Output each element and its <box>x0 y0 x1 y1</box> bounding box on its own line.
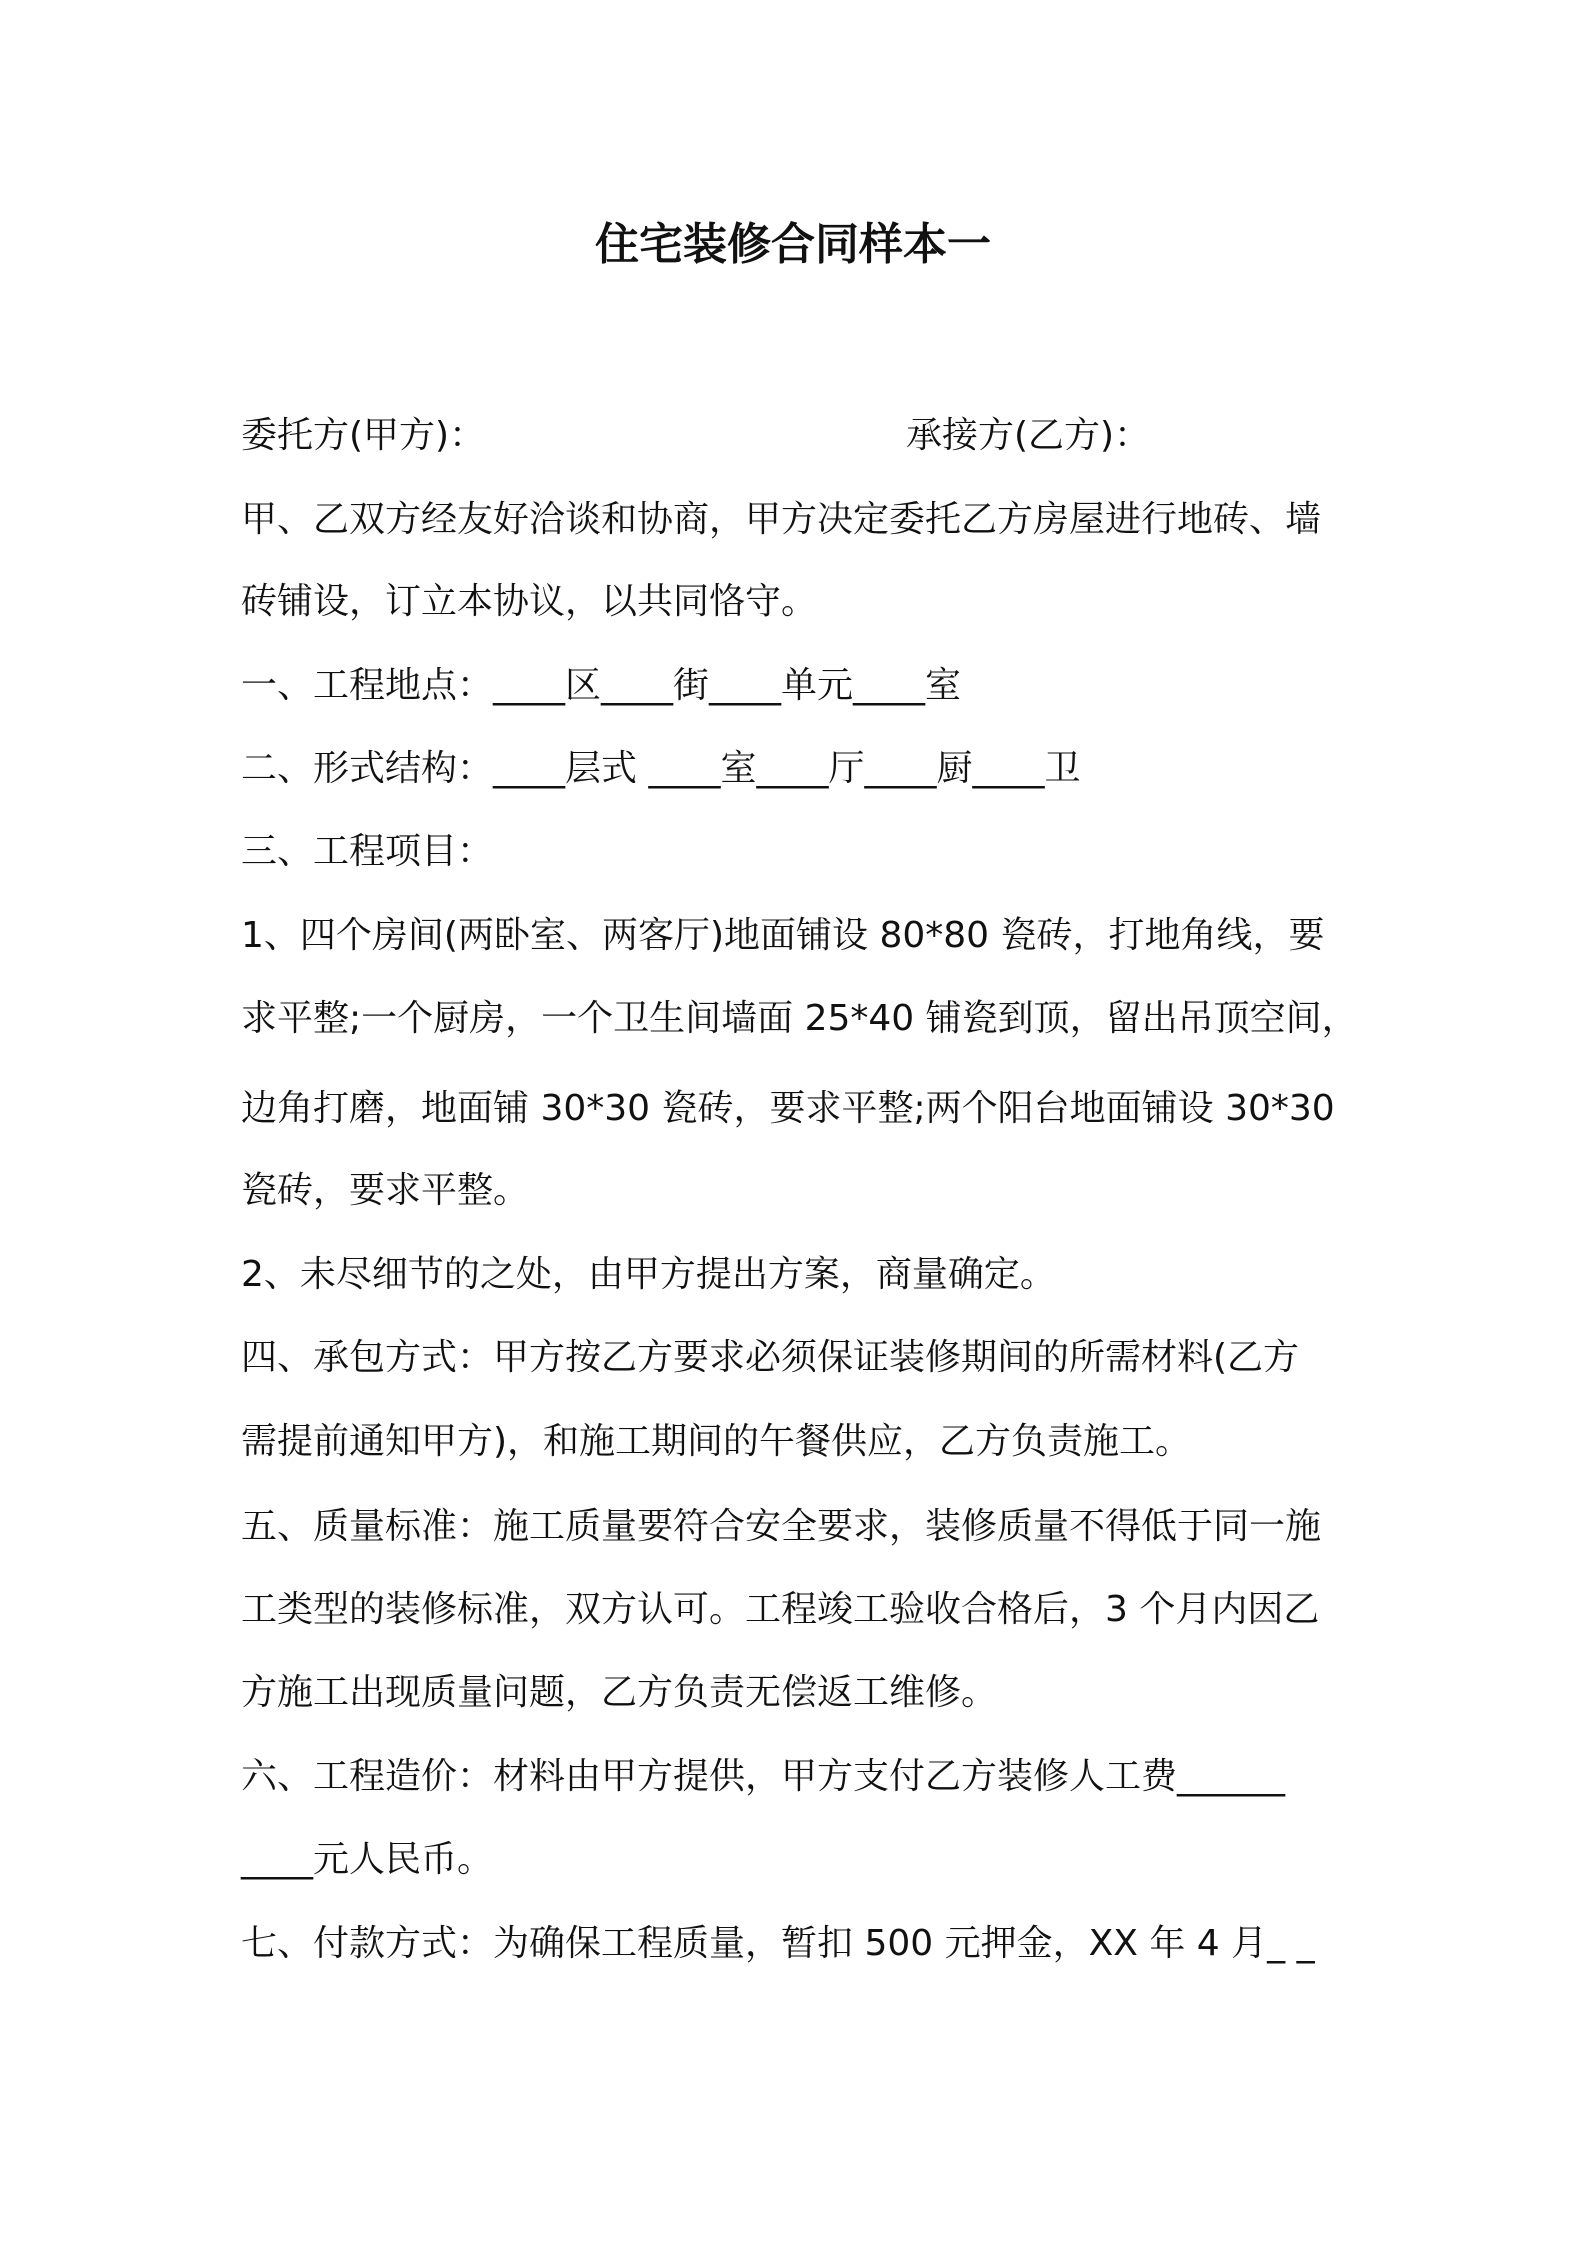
clause-location: 一、工程地点：____区____街____单元____室 <box>241 665 962 706</box>
clause-cost: 六、工程造价：材料由甲方提供，甲方支付乙方装修人工费______ <box>241 1756 1286 1797</box>
body-line: 1、四个房间(两卧室、两客厅)地面铺设 80*80 瓷砖，打地角线，要 <box>241 915 1325 956</box>
party-a-label: 委托方(甲方)： <box>241 415 486 456</box>
body-line: 工类型的装修标准，双方认可。工程竣工验收合格后，3 个月内因乙 <box>241 1589 1320 1630</box>
body-line: 边角打磨，地面铺 30*30 瓷砖，要求平整;两个阳台地面铺设 30*30 <box>241 1088 1335 1129</box>
body-line: 2、未尽细节的之处，由甲方提出方案，商量确定。 <box>241 1254 1056 1295</box>
body-line: 方施工出现质量问题，乙方负责无偿返工维修。 <box>241 1672 998 1713</box>
clause-structure: 二、形式结构：____层式 ____室____厅____厨____卫 <box>241 748 1081 789</box>
clause-items-heading: 三、工程项目： <box>241 831 494 872</box>
clause-payment: 七、付款方式：为确保工程质量，暂扣 500 元押金，XX 年 4 月_ _ <box>241 1923 1315 1964</box>
body-line: 瓷砖，要求平整。 <box>241 1170 530 1211</box>
body-line: 甲、乙双方经友好洽谈和协商，甲方决定委托乙方房屋进行地砖、墙 <box>241 499 1322 540</box>
document-title: 住宅装修合同样本一 <box>595 219 991 270</box>
clause-contract-mode: 四、承包方式：甲方按乙方要求必须保证装修期间的所需材料(乙方 <box>241 1337 1300 1378</box>
clause-quality: 五、质量标准：施工质量要符合安全要求，装修质量不得低于同一施 <box>241 1506 1322 1547</box>
body-line: ____元人民币。 <box>241 1839 494 1880</box>
body-line: 需提前通知甲方)，和施工期间的午餐供应，乙方负责施工。 <box>241 1421 1192 1462</box>
body-line: 求平整;一个厨房，一个卫生间墙面 25*40 铺瓷到顶，留出吊顶空间， <box>241 998 1358 1039</box>
party-b-label: 承接方(乙方)： <box>906 415 1151 456</box>
body-line: 砖铺设，订立本协议，以共同恪守。 <box>241 581 818 622</box>
